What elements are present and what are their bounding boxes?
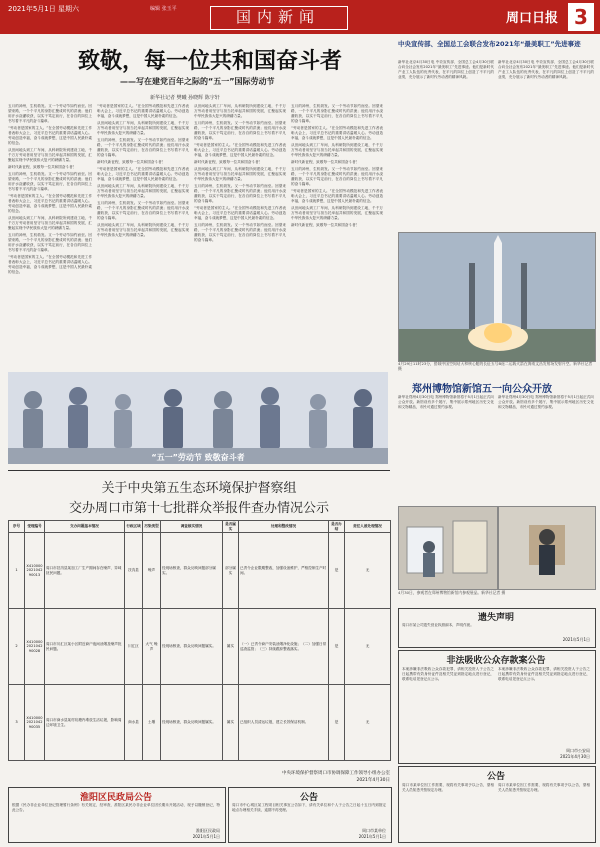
table-cell: 属实 xyxy=(223,609,239,685)
rocket-caption: 4月29日11时23分，搭载中国空间站天和核心舱的长征五号B遥二运载火箭在海南文昌发射场发射升空。新华社记者 摄 xyxy=(398,361,593,371)
table-cell: （一）已责令商户安装油烟净化设施；（二）加强日常巡查监管；（三）持续跟踪整改落实。 xyxy=(239,609,329,685)
column-header: 受理编号 xyxy=(25,521,45,533)
table-cell: 是 xyxy=(329,609,345,685)
deposit-notice-body-2: 本案涉嫌非法吸收公众存款犯罪，请相关投资人于公告之日起携带有效身份证件及相关凭证到指定地点进行登记，联系电话见登记点公示。 xyxy=(498,667,590,681)
column-header: 处理和整改情况 xyxy=(239,521,329,533)
deposit-notice-body-1: 本案涉嫌非法吸收公众存款犯罪，请相关投资人于公告之日起携带有效身份证件及相关凭证到指定地点进行登记，联系电话见登记点公示。 xyxy=(402,667,494,681)
lead-paragraph: 新时代新征程，致敬每一位共和国奋斗者！ xyxy=(291,223,360,227)
lead-paragraph: 从田间地头到工厂车间，从科研院所到建设工地，千千万万劳动者用坚守与担当托举起共和国的发展，汇聚起实现中华民族伟大复兴的磅礴力量。 xyxy=(8,148,92,162)
lead-illustration xyxy=(8,372,388,464)
museum-photo-2 xyxy=(498,506,596,590)
lead-paragraph: 五月的神州，生机勃发。又一个劳动节如约而至。回望来路，一个个平凡的身影汇聚成时代的洪流；他们用汗水浇灌收获，以实干笃定前行，在各自的岗位上书写着不平凡的奋斗篇章。 xyxy=(97,201,189,220)
column-header: 污染类型 xyxy=(143,521,161,533)
table-cell: 已责令企业限期整改，加强设备维护，严格控制生产时间。 xyxy=(239,533,329,609)
lead-paragraph: 从田间地头到工厂车间，从科研院所到建设工地，千千万万劳动者用坚守与担当托举起共和国的发展，汇聚起实现中华民族伟大复兴的磅礴力量。 xyxy=(97,184,189,198)
supervision-footer-org: 中央环境保护督察周口市协调保障工作领导小组办公室 xyxy=(282,771,390,776)
lead-paragraph: 五月的神州，生机勃发。又一个劳动节如约而至。回望来路，一个个平凡的身影汇聚成时代的洪流；他们用汗水浇灌收获，以实干笃定前行，在各自的岗位上书写着不平凡的奋斗篇章。 xyxy=(97,138,189,157)
museum-headline: 郑州博物馆新馆五一向公众开放 xyxy=(412,384,552,395)
lead-paragraph: 五月的神州，生机勃发。又一个劳动节如约而至。回望来路，一个个平凡的身影汇聚成时代的洪流；他们用汗水浇灌收获，以实干笃定前行，在各自的岗位上书写着不平凡的奋斗篇章。 xyxy=(291,167,383,186)
lead-subtitle: ——写在建党百年之际的“五一”国际劳动节 xyxy=(120,77,275,86)
huaiyang-notice-date: 2021年5月1日 xyxy=(192,834,220,839)
lead-paragraph: 从田间地头到工厂车间，从科研院所到建设工地，千千万万劳动者用坚守与担当托举起共和国的发展，汇聚起实现中华民族伟大复兴的磅礴力量。 xyxy=(8,216,92,230)
table-cell: 周口市商水县某村坑塘内堆放生活垃圾，影响周边环境卫生。 xyxy=(45,685,125,761)
supervision-title-1: 关于中央第五生态环境保护督察组 xyxy=(101,481,297,496)
supervision-table xyxy=(8,520,391,761)
lead-paragraph: “劳动者是国家的主人。”在全国劳动模范和先进工作者表彰大会上，习近平总书记的重要讲话温暖人心。劳动创造幸福，奋斗成就梦想，这是中国人民最朴素的信念。 xyxy=(97,167,189,181)
supervision-rule xyxy=(8,470,390,471)
table-cell: 经现场核查，群众反映问题属实。 xyxy=(161,609,223,685)
bottom-notice-body-2: 周口市某单位因工作需要，现将有关事项予以公告，望相关人员知悉并按规定办理。 xyxy=(498,783,590,792)
deposit-notice-date: 2021年4月30日 xyxy=(560,754,590,759)
table-cell: 扶沟县 xyxy=(125,533,143,609)
column-header: 是否办结 xyxy=(329,521,345,533)
lead-paragraph: 五月的神州，生机勃发。又一个劳动节如约而至。回望来路，一个个平凡的身影汇聚成时代的洪流；他们用汗水浇灌收获，以实干笃定前行，在各自的岗位上书写着不平凡的奋斗篇章。 xyxy=(8,172,92,191)
rocket-photo xyxy=(398,232,596,362)
lead-paragraph: “劳动者是国家的主人。”在全国劳动模范和先进工作者表彰大会上，习近平总书记的重要讲话温暖人心。劳动创造幸福，奋斗成就梦想，这是中国人民最朴素的信念。 xyxy=(194,206,286,220)
lead-paragraph: 五月的神州，生机勃发。又一个劳动节如约而至。回望来路，一个个平凡的身影汇聚成时代的洪流；他们用汗水浇灌收获，以实干笃定前行，在各自的岗位上书写着不平凡的奋斗篇章。 xyxy=(8,233,92,252)
table-cell: 周口市扶沟县某加工厂生产期间存在噪声、异味扰民问题。 xyxy=(45,533,125,609)
section-title: 国内新闻 xyxy=(235,8,320,26)
table-cell: 是 xyxy=(329,685,345,761)
bottom-notice-title: 公告 xyxy=(486,772,505,782)
lost-declaration-title: 遗失声明 xyxy=(477,613,514,623)
bottom-notice-body-1: 周口市某单位因工作需要，现将有关事项予以公告，望相关人员知悉并按规定办理。 xyxy=(402,783,494,792)
table-cell: 噪声 xyxy=(143,533,161,609)
lead-paragraph: 从田间地头到工厂车间，从科研院所到建设工地，千千万万劳动者用坚守与担当托举起共和国的发展，汇聚起实现中华民族伟大复兴的磅礴力量。 xyxy=(194,167,286,181)
table-cell: 无 xyxy=(345,609,391,685)
table-cell: 周口市川汇区某小区附近商户夜间油烟及噪声扰民问题。 xyxy=(45,609,125,685)
rocket-headline: 中央宣传部、全国总工会联合发布2021年“最美职工”先进事迹 xyxy=(398,40,581,48)
table-cell: X410000202104290013 xyxy=(25,533,45,609)
lead-paragraph: “劳动者是国家的主人。”在全国劳动模范和先进工作者表彰大会上，习近平总书记的重要讲话温暖人心。劳动创造幸福，奋斗成就梦想，这是中国人民最朴素的信念。 xyxy=(291,189,383,203)
table-row xyxy=(9,609,391,685)
page-number-text: 3 xyxy=(574,5,588,29)
lead-paragraph: 五月的神州，生机勃发。又一个劳动节如约而至。回望来路，一个个平凡的身影汇聚成时代的洪流；他们用汗水浇灌收获，以实干笃定前行，在各自的岗位上书写着不平凡的奋斗篇章。 xyxy=(291,104,383,123)
lead-title: 致敬，每一位共和国奋斗者 xyxy=(77,48,342,74)
table-cell: 2 xyxy=(9,609,25,685)
museum-photo-1 xyxy=(398,506,498,590)
lead-paragraph: “劳动者是国家的主人。”在全国劳动模范和先进工作者表彰大会上，习近平总书记的重要讲话温暖人心。劳动创造幸福，奋斗成就梦想，这是中国人民最朴素的信念。 xyxy=(291,126,383,140)
museum-caption: 4月30日，参观者在郑州博物馆新馆内参观展品。新华社记者 摄 xyxy=(398,590,506,595)
table-cell: 无 xyxy=(345,533,391,609)
table-cell: 经现场核查，群众反映问题部分属实。 xyxy=(161,533,223,609)
lead-paragraph: “劳动者是国家的主人。”在全国劳动模范和先进工作者表彰大会上，习近平总书记的重要讲话温暖人心。劳动创造幸福，奋斗成就梦想，这是中国人民最朴素的信念。 xyxy=(8,255,92,274)
column-header: 调查核实情况 xyxy=(161,521,223,533)
table-cell: 大气 噪声 xyxy=(143,609,161,685)
lead-byline: 新华社记者 樊曦 孙晓辉 陈宇轩 xyxy=(150,95,220,101)
public-notice-title: 公告 xyxy=(299,793,318,803)
lead-paragraph: “劳动者是国家的主人。”在全国劳动模范和先进工作者表彰大会上，习近平总书记的重要讲话温暖人心。劳动创造幸福，奋斗成就梦想，这是中国人民最朴素的信念。 xyxy=(194,143,286,157)
column-header: 序号 xyxy=(9,521,25,533)
public-notice-date: 2021年5月1日 xyxy=(358,834,386,839)
table-cell: 属实 xyxy=(223,685,239,761)
public-notice-org: 周口市某单位 xyxy=(362,828,386,833)
table-cell: 3 xyxy=(9,685,25,761)
lead-paragraph: 新时代新征程，致敬每一位共和国奋斗者！ xyxy=(97,160,166,164)
table-cell: 部分属实 xyxy=(223,533,239,609)
lead-paragraph: 五月的神州，生机勃发。又一个劳动节如约而至。回望来路，一个个平凡的身影汇聚成时代的洪流；他们用汗水浇灌收获，以实干笃定前行，在各自的岗位上书写着不平凡的奋斗篇章。 xyxy=(194,121,286,140)
table-cell: 商水县 xyxy=(125,685,143,761)
issue-date: 2021年5月1日 星期六 xyxy=(8,5,79,13)
lead-paragraph: 五月的神州，生机勃发。又一个劳动节如约而至。回望来路，一个个平凡的身影汇聚成时代的洪流；他们用汗水浇灌收获，以实干笃定前行，在各自的岗位上书写着不平凡的奋斗篇章。 xyxy=(194,184,286,203)
supervision-footer-date: 2021年4月30日 xyxy=(356,778,390,783)
lead-paragraph: 从田间地头到工厂车间，从科研院所到建设工地，千千万万劳动者用坚守与担当托举起共和国的发展，汇聚起实现中华民族伟大复兴的磅礴力量。 xyxy=(97,121,189,135)
column-header: 交办问题基本情况 xyxy=(45,521,125,533)
page-editor: 编辑 张玉平 xyxy=(150,6,177,12)
huaiyang-notice-title: 淮阳区民政局公告 xyxy=(79,793,152,803)
lead-paragraph: 五月的神州，生机勃发。又一个劳动节如约而至。回望来路，一个个平凡的身影汇聚成时代的洪流；他们用汗水浇灌收获，以实干笃定前行，在各自的岗位上书写着不平凡的奋斗篇章。 xyxy=(8,104,92,123)
lead-paragraph: 新时代新征程，致敬每一位共和国奋斗者！ xyxy=(291,160,360,164)
lost-declaration-date: 2021年5月1日 xyxy=(562,637,590,642)
paper-name: 周口日报 xyxy=(506,11,559,26)
lead-paragraph: 新时代新征程，致敬每一位共和国奋斗者！ xyxy=(194,160,263,164)
lead-paragraph: 从田间地头到工厂车间，从科研院所到建设工地，千千万万劳动者用坚守与担当托举起共和国的发展，汇聚起实现中华民族伟大复兴的磅礴力量。 xyxy=(291,206,383,220)
museum-body-col-1: 新华社郑州4月30日电 郑州博物馆新馆将于5月1日起正式向公众开放。新馆设有多个展厅，集中展示郑州地区历史文化和文物精品，市民可通过预约参观。 xyxy=(398,395,494,409)
column-header: 是否属实 xyxy=(223,521,239,533)
lead-paragraph: 从田间地头到工厂车间，从科研院所到建设工地，千千万万劳动者用坚守与担当托举起共和国的发展，汇聚起实现中华民族伟大复兴的磅礴力量。 xyxy=(291,143,383,157)
lead-paragraph: “劳动者是国家的主人。”在全国劳动模范和先进工作者表彰大会上，习近平总书记的重要讲话温暖人心。劳动创造幸福，奋斗成就梦想，这是中国人民最朴素的信念。 xyxy=(8,194,92,213)
table-cell: 是 xyxy=(329,533,345,609)
public-notice-body: 周口市中心城区某工程项目相关事宜公告如下，请有关单位和个人于公告之日起十五日内到指定地点办理相关手续，逾期不再受理。 xyxy=(232,803,386,812)
table-cell: X410000202104290028 xyxy=(25,609,45,685)
table-row xyxy=(9,685,391,761)
table-cell: 川汇区 xyxy=(125,609,143,685)
table-row xyxy=(9,533,391,609)
column-header: 行政区域 xyxy=(125,521,143,533)
table-cell: 土壤 xyxy=(143,685,161,761)
lost-declaration-body: 周口市某公司遗失营业执照副本，声明作废。 xyxy=(402,623,474,627)
huaiyang-notice-body: 根据《民办非企业单位登记管理暂行条例》有关规定，经审查，淮阳区某民办非企业单位因长期未开展活动，现予以撤销登记，特此公告。 xyxy=(12,803,220,812)
lead-paragraph: 新时代新征程，致敬每一位共和国奋斗者！ xyxy=(8,165,77,169)
lead-paragraph: 从田间地头到工厂车间，从科研院所到建设工地，千千万万劳动者用坚守与担当托举起共和国的发展，汇聚起实现中华民族伟大复兴的磅礴力量。 xyxy=(97,223,189,237)
museum-body-col-2: 新华社郑州4月30日电 郑州博物馆新馆将于5月1日起正式向公众开放。新馆设有多个展厅，集中展示郑州地区历史文化和文物精品，市民可通过预约参观。 xyxy=(498,395,594,409)
table-header-row xyxy=(9,521,391,533)
lead-paragraph: 从田间地头到工厂车间，从科研院所到建设工地，千千万万劳动者用坚守与担当托举起共和国的发展，汇聚起实现中华民族伟大复兴的磅礴力量。 xyxy=(194,104,286,118)
lead-paragraph: “劳动者是国家的主人。”在全国劳动模范和先进工作者表彰大会上，习近平总书记的重要讲话温暖人心。劳动创造幸福，奋斗成就梦想，这是中国人民最朴素的信念。 xyxy=(97,104,189,118)
lead-paragraph: 五月的神州，生机勃发。又一个劳动节如约而至。回望来路，一个个平凡的身影汇聚成时代的洪流；他们用汗水浇灌收获，以实干笃定前行，在各自的岗位上书写着不平凡的奋斗篇章。 xyxy=(194,223,286,242)
table-cell: 无 xyxy=(345,685,391,761)
rocket-body-col-1: 新华社北京4月30日电 中央宣传部、全国总工会4月30日联合向全社会发布2021年“最美职工”先进事迹。他们是新时代产业工人队伍的优秀代表，在平凡的岗位上创造了不平凡的业绩，充分展示了新时代劳动者的精神风貌。 xyxy=(398,60,494,79)
column-header: 责任人被处理情况 xyxy=(345,521,391,533)
table-cell: 已组织人员清运垃圾，建立长效保洁机制。 xyxy=(239,685,329,761)
table-cell: 经现场核查，群众反映问题属实。 xyxy=(161,685,223,761)
lead-illustration-caption: “五一”劳动节 致敬奋斗者 xyxy=(151,453,245,462)
lead-paragraph: “劳动者是国家的主人。”在全国劳动模范和先进工作者表彰大会上，习近平总书记的重要讲话温暖人心。劳动创造幸福，奋斗成就梦想，这是中国人民最朴素的信念。 xyxy=(8,126,92,145)
deposit-notice-org: 周口市公安局 xyxy=(566,748,590,753)
table-cell: 1 xyxy=(9,533,25,609)
supervision-title-2: 交办周口市第十七批群众举报件查办情况公示 xyxy=(68,501,329,516)
deposit-notice-title: 非法吸收公众存款案公告 xyxy=(446,656,546,666)
rocket-body-col-2: 新华社北京4月30日电 中央宣传部、全国总工会4月30日联合向全社会发布2021年“最美职工”先进事迹。他们是新时代产业工人队伍的优秀代表，在平凡的岗位上创造了不平凡的业绩，充分展示了新时代劳动者的精神风貌。 xyxy=(498,60,594,79)
table-cell: X410000202104290035 xyxy=(25,685,45,761)
huaiyang-notice-org: 淮阳区民政局 xyxy=(196,828,220,833)
